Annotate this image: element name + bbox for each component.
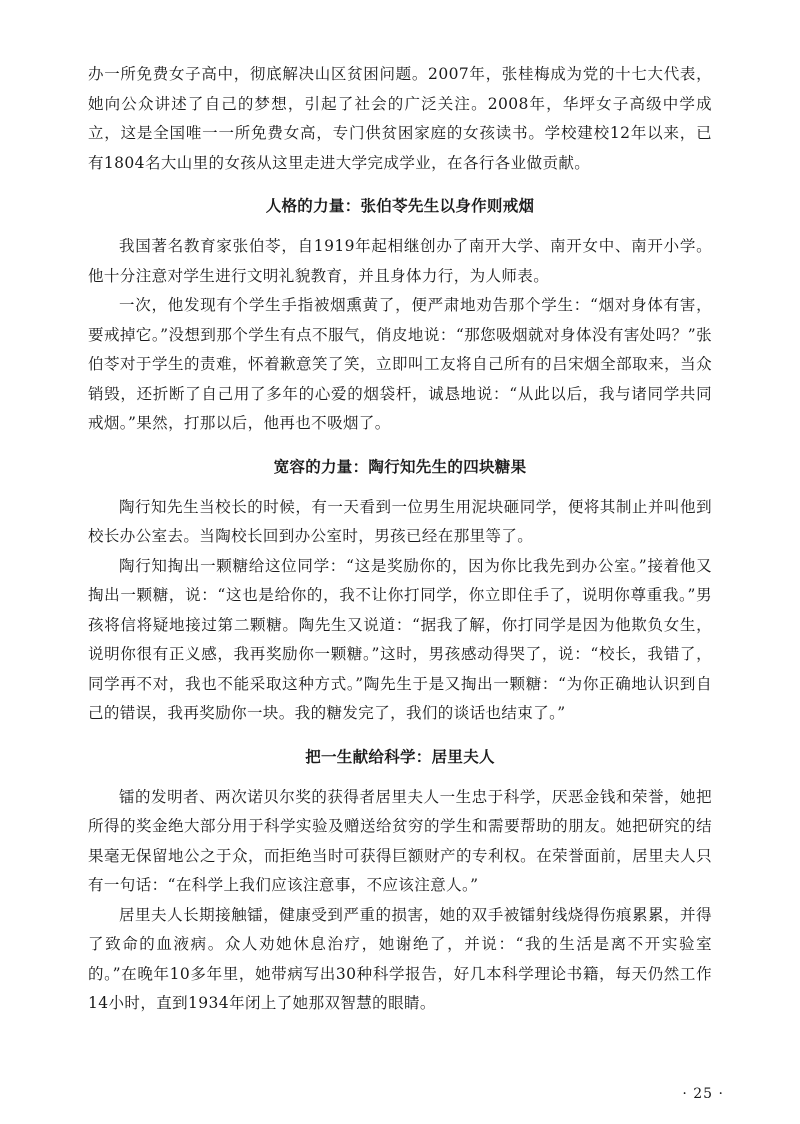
section-heading-marie-curie: 把一生献给科学：居里夫人 xyxy=(305,747,495,766)
paragraph-zhang-boling-1: 我国著名教育家张伯苓，自1919年起相继创办了南开大学、南开女中、南开小学。他十分注意对学生进行文明礼貌教育，并且身体力行，为人师表。 xyxy=(88,237,712,285)
paragraph-marie-curie-1: 镭的发明者、两次诺贝尔奖的获得者居里夫人一生忠于科学，厌恶金钱和荣誉，她把所得的奖金绝大部分用于科学实验及赠送给贫穷的学生和需要帮助的朋友。她把研究的结果毫无保留地公之于众，而拒绝当时可获得巨额财产的专利权。在荣誉面前，居里夫人只有一句话：“在科学上我们应该注意事，不应该注意人。” xyxy=(88,787,712,894)
paragraph-zhang-boling-2: 一次，他发现有个学生手指被烟熏黄了，便严肃地劝告那个学生：“烟对身体有害，要戒掉它。”没想到那个学生有点不服气，俏皮地说：“那您吸烟就对身体没有害处吗？”张伯苓对于学生的责难，怀着歉意笑了笑，立即叫工友将自己所有的吕宋烟全部取来，当众销毁，还折断了自己用了多年的心爱的烟袋杆，诚恳地说：“从此以后，我与诸同学共同戒烟。”果然，打那以后，他再也不吸烟了。 xyxy=(88,296,712,432)
section-heading-zhang-boling: 人格的力量：张伯苓先生以身作则戒烟 xyxy=(265,197,535,215)
section-heading-tao-xingzhi: 宽容的力量：陶行知先生的四块糖果 xyxy=(273,457,527,476)
paragraph-tao-xingzhi-1: 陶行知先生当校长的时候，有一天看到一位男生用泥块砸同学，便将其制止并叫他到校长办公室去。当陶校长回到办公室时，男孩已经在那里等了。 xyxy=(88,497,712,545)
paragraph-tao-xingzhi-2: 陶行知掏出一颗糖给这位同学：“这是奖励你的，因为你比我先到办公室。”接着他又掏出一颗糖，说：“这也是给你的，我不让你打同学，你立即住手了，说明你尊重我。”男孩将信将疑地接过第二颗糖。陶先生又说道：“据我了解，你打同学是因为他欺负女生，说明你很有正义感，我再奖励你一颗糖。”这时，男孩感动得哭了，说：“校长，我错了，同学再不对，我也不能采取这种方式。”陶先生于是又掏出一颗糖：“为你正确地认识到自己的错误，我再奖励你一块。我的糖发完了，我们的谈话也结束了。” xyxy=(88,556,712,722)
paragraph-marie-curie-2: 居里夫人长期接触镭，健康受到严重的损害，她的双手被镭射线烧得伤痕累累，并得了致命的血液病。众人劝她休息治疗，她谢绝了，并说：“我的生活是离不开实验室的。”在晚年10多年里，她带病写出30种科学报告，好几本科学理论书籍，每天仍然工作14小时，直到1934年闭上了她那双智慧的眼睛。 xyxy=(88,905,712,1012)
intro-paragraph: 办一所免费女子高中，彻底解决山区贫困问题。2007年，张桂梅成为党的十七大代表，她向公众讲述了自己的梦想，引起了社会的广泛关注。2008年，华坪女子高级中学成立，这是全国唯一一所免费女高，专门供贫困家庭的女孩读书。学校建校12年以来，已有1804名大山里的女孩从这里走进大学完成学业，在各行各业做贡献。 xyxy=(88,65,712,172)
document-page xyxy=(88,60,712,1019)
page-number: · 25 · xyxy=(682,1086,724,1102)
